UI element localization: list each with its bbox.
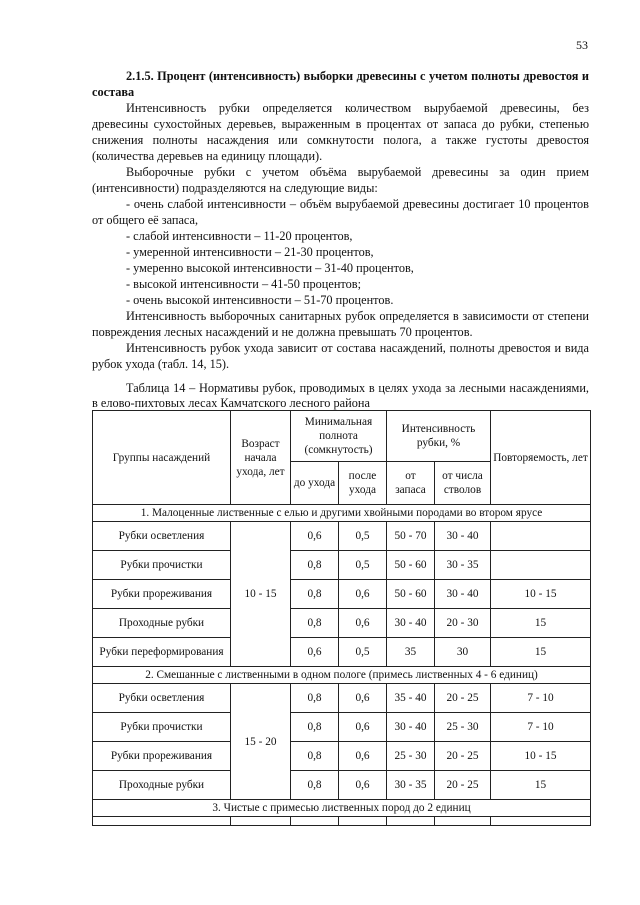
cell-density-before: 0,8 xyxy=(291,771,339,800)
cell-density-after: 0,5 xyxy=(339,638,387,667)
cell-intensity-stock: 50 - 60 xyxy=(387,580,435,609)
cell-group-name: Рубки прореживания xyxy=(93,580,231,609)
list-item: - умеренно высокой интенсивности – 31-40 процентов, xyxy=(126,261,414,275)
cell-group-name: Рубки переформирования xyxy=(93,638,231,667)
table-row xyxy=(93,742,591,771)
cell-intensity-stock: 35 xyxy=(387,638,435,667)
header-group: Группы насаждений xyxy=(93,411,231,505)
cell-density-after: 0,6 xyxy=(339,580,387,609)
cell-density-before: 0,8 xyxy=(291,580,339,609)
header-density-after: после ухода xyxy=(339,462,387,505)
cell-repeat: 7 - 10 xyxy=(491,713,591,742)
cell-repeat: 7 - 10 xyxy=(491,684,591,713)
section-title: 3. Чистые с примесью лиственных пород до 2 единиц xyxy=(93,800,591,817)
norms-table xyxy=(92,410,591,826)
cell-group-name: Проходные рубки xyxy=(93,771,231,800)
header-repeat: Повторяемость, лет xyxy=(491,411,591,505)
paragraph-5: Интенсивность рубок ухода зависит от состава насаждений, полноты древостоя и вида рубок ухода (табл. 14, 15). xyxy=(92,341,589,371)
table-caption: Таблица 14 – Нормативы рубок, проводимых в целях ухода за лесными насаждениями, в елово-пихтовых лесах Камчатского лесного района xyxy=(92,381,589,410)
cell-intensity-trunks: 30 xyxy=(435,638,491,667)
header-density: Минимальная полнота (сомкнутость) xyxy=(291,411,387,462)
cell-intensity-stock: 50 - 70 xyxy=(387,522,435,551)
cell-group-name: Рубки осветления xyxy=(93,684,231,713)
cell-intensity-stock: 50 - 60 xyxy=(387,551,435,580)
cell-intensity-stock: 25 - 30 xyxy=(387,742,435,771)
table-row xyxy=(93,771,591,800)
section-title: 2. Смешанные с лиственными в одном пологе (примесь лиственных 4 - 6 единиц) xyxy=(93,667,591,684)
section-title: 1. Малоценные лиственные с елью и другими хвойными породами во втором ярусе xyxy=(93,505,591,522)
table-row xyxy=(93,609,591,638)
cell-density-after: 0,6 xyxy=(339,771,387,800)
cell-density-before: 0,8 xyxy=(291,713,339,742)
cell-density-after: 0,5 xyxy=(339,551,387,580)
cell-intensity-stock: 35 - 40 xyxy=(387,684,435,713)
header-intensity: Интенсивность рубки, % xyxy=(387,411,491,462)
table-row xyxy=(93,551,591,580)
list-item: - умеренной интенсивности – 21-30 процентов, xyxy=(126,245,374,259)
cell-intensity-trunks: 20 - 25 xyxy=(435,742,491,771)
cell-intensity-trunks: 30 - 40 xyxy=(435,580,491,609)
cell-group-name: Рубки прореживания xyxy=(93,742,231,771)
cell-density-before: 0,8 xyxy=(291,609,339,638)
cell-group-name: Рубки прочистки xyxy=(93,713,231,742)
cell-repeat xyxy=(491,551,591,580)
cell-repeat: 15 xyxy=(491,609,591,638)
list-item: - слабой интенсивности – 11-20 процентов, xyxy=(126,229,353,243)
table-row xyxy=(93,522,591,551)
cell-group-name: Рубки осветления xyxy=(93,522,231,551)
list-item: - высокой интенсивности – 41-50 процентов; xyxy=(126,277,362,291)
cell-intensity-trunks: 20 - 25 xyxy=(435,771,491,800)
cell-intensity-trunks: 30 - 35 xyxy=(435,551,491,580)
header-age: Возраст начала ухода, лет xyxy=(231,411,291,505)
cell-intensity-stock: 30 - 40 xyxy=(387,609,435,638)
cell-repeat: 10 - 15 xyxy=(491,580,591,609)
cell-intensity-trunks: 20 - 30 xyxy=(435,609,491,638)
cell-density-before: 0,8 xyxy=(291,742,339,771)
cell-density-before: 0,6 xyxy=(291,638,339,667)
cell-intensity-stock: 30 - 35 xyxy=(387,771,435,800)
cell-density-after: 0,5 xyxy=(339,522,387,551)
cell-age: 15 - 20 xyxy=(231,684,291,800)
table-row xyxy=(93,638,591,667)
table-row xyxy=(93,684,591,713)
cell-density-before: 0,8 xyxy=(291,551,339,580)
paragraph-2: Выборочные рубки с учетом объёма вырубаемой древесины за один прием (интенсивности) подразделяются на следующие виды: xyxy=(92,165,589,195)
paragraph-4: Интенсивность выборочных санитарных рубок определяется в зависимости от степени повреждения лесных насаждений и не должна превышать 70 процентов. xyxy=(92,309,589,339)
section-heading: 2.1.5. Процент (интенсивность) выборки древесины с учетом полноты древостоя и состава xyxy=(92,69,589,99)
page-number: 53 xyxy=(576,38,588,52)
header-density-before: до ухода xyxy=(291,462,339,505)
header-intensity-trunks: от числа стволов xyxy=(435,462,491,505)
cell-repeat xyxy=(491,522,591,551)
header-intensity-stock: от запаса xyxy=(387,462,435,505)
cell-density-after: 0,6 xyxy=(339,713,387,742)
cell-group-name: Проходные рубки xyxy=(93,609,231,638)
cell-density-before: 0,6 xyxy=(291,522,339,551)
cell-repeat: 10 - 15 xyxy=(491,742,591,771)
cell-intensity-stock: 30 - 40 xyxy=(387,713,435,742)
cell-density-after: 0,6 xyxy=(339,684,387,713)
paragraph-3: - очень слабой интенсивности – объём вырубаемой древесины достигает 10 процентов от общего её запаса, xyxy=(92,197,589,227)
cell-density-before: 0,8 xyxy=(291,684,339,713)
table-row xyxy=(93,713,591,742)
cell-density-after: 0,6 xyxy=(339,609,387,638)
cell-intensity-trunks: 30 - 40 xyxy=(435,522,491,551)
cell-group-name: Рубки прочистки xyxy=(93,551,231,580)
cell-density-after: 0,6 xyxy=(339,742,387,771)
cell-repeat: 15 xyxy=(491,771,591,800)
text-body xyxy=(92,68,589,411)
cell-age: 10 - 15 xyxy=(231,522,291,667)
cell-repeat: 15 xyxy=(491,638,591,667)
table-row xyxy=(93,580,591,609)
cell-intensity-trunks: 20 - 25 xyxy=(435,684,491,713)
list-item: - очень высокой интенсивности – 51-70 процентов. xyxy=(126,293,394,307)
cell-intensity-trunks: 25 - 30 xyxy=(435,713,491,742)
paragraph-1: Интенсивность рубки определяется количеством вырубаемой древесины, без древесины сухостойных деревьев, выраженным в процентах от запаса до рубки, степенью снижения полноты насаждения или сомкнутости полога, а также густоты древостоя (количества деревьев на единицу площади). xyxy=(92,101,589,163)
